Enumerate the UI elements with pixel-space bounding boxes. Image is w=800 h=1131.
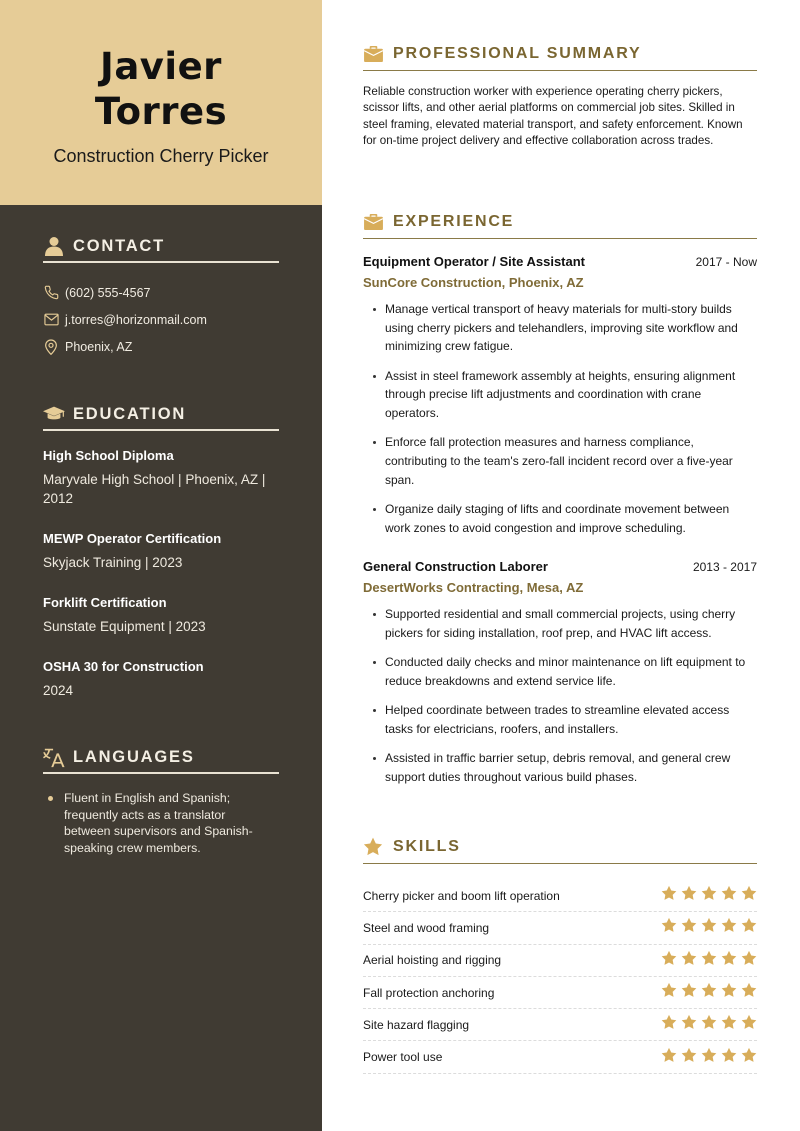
skill-rating: [661, 1047, 757, 1068]
languages-list: [43, 790, 279, 856]
star-icon: [681, 950, 697, 971]
star-icon: [701, 1014, 717, 1035]
star-icon: [721, 917, 737, 938]
email-value: j.torres@horizonmail.com: [65, 312, 207, 327]
skill-name: Site hazard flagging: [363, 1017, 470, 1032]
job-bullet: Manage vertical transport of heavy materials for multi-story builds using cherry pickers and telehandlers, improving site workflow and minimizing crew fatigue.: [363, 300, 757, 356]
skills-list: [363, 880, 757, 1074]
star-icon: [741, 885, 757, 906]
education-item: [43, 594, 279, 636]
location-pin-icon: [43, 339, 59, 355]
degree: Forklift Certification: [43, 595, 167, 610]
experience-heading: EXPERIENCE: [363, 205, 757, 239]
star-icon: [741, 1047, 757, 1068]
contact-heading: CONTACT: [43, 233, 279, 263]
briefcase-icon: [363, 212, 383, 232]
star-icon: [721, 1014, 737, 1035]
star-icon: [681, 1047, 697, 1068]
star-icon: [681, 1014, 697, 1035]
job-company: DesertWorks Contracting, Mesa, AZ: [363, 580, 584, 596]
skills-section: [363, 830, 757, 1074]
person-icon: [43, 235, 65, 257]
summary-text: Reliable construction worker with experience operating cherry pickers, scissor lifts, and other aerial platforms on commercial job sites. Skilled in steel framing, elevated material transport, and safety enforcement. Known for on-time project delivery and effective collaboration across trades.: [363, 85, 743, 147]
skill-rating: [661, 982, 757, 1003]
contact-section: [43, 233, 279, 360]
star-icon: [363, 837, 383, 857]
candidate-name: [0, 0, 322, 134]
job-bullet: Assisted in traffic barrier setup, debris removal, and general crew support duties throughout various build phases.: [363, 749, 757, 786]
job-bullets: [363, 300, 757, 537]
job-bullet: Conducted daily checks and minor maintenance on lift equipment to reduce breakdowns and extend service life.: [363, 653, 757, 690]
skill-name: Aerial hoisting and rigging: [363, 953, 502, 968]
star-icon: [661, 950, 677, 971]
degree: High School Diploma: [43, 448, 174, 463]
institution: Sunstate Equipment | 2023: [43, 619, 206, 634]
degree: MEWP Operator Certification: [43, 531, 222, 546]
star-icon: [741, 1014, 757, 1035]
location-value: Phoenix, AZ: [65, 339, 133, 354]
star-icon: [681, 982, 697, 1003]
degree: OSHA 30 for Construction: [43, 659, 204, 674]
job-entry: [363, 254, 757, 537]
star-icon: [701, 950, 717, 971]
skill-row: [363, 880, 757, 912]
star-icon: [721, 950, 737, 971]
skill-rating: [661, 950, 757, 971]
skill-name: Fall protection anchoring: [363, 985, 495, 1000]
star-icon: [661, 1014, 677, 1035]
star-icon: [741, 982, 757, 1003]
education-item: [43, 530, 279, 572]
skill-row: [363, 945, 757, 977]
job-bullet: Organize daily staging of lifts and coordinate movement between work zones to avoid congestion and improve scheduling.: [363, 500, 757, 537]
star-icon: [741, 950, 757, 971]
experience-section: [363, 205, 757, 786]
star-icon: [721, 1047, 737, 1068]
job-dates: 2013 - 2017: [692, 560, 757, 575]
star-icon: [701, 885, 717, 906]
skill-rating: [661, 885, 757, 906]
skill-row: [363, 1009, 757, 1041]
star-icon: [721, 982, 737, 1003]
summary-heading: PROFESSIONAL SUMMARY: [363, 37, 757, 71]
education-item: [43, 658, 279, 700]
mail-icon: [43, 312, 59, 328]
education-section: [43, 401, 279, 700]
star-icon: [701, 982, 717, 1003]
phone-value: (602) 555-4567: [65, 285, 151, 300]
star-icon: [661, 917, 677, 938]
skill-row: [363, 977, 757, 1009]
briefcase-icon: [363, 44, 383, 64]
institution: Skyjack Training | 2023: [43, 555, 183, 570]
job-bullet: Supported residential and small commercial projects, using cherry pickers for siding installation, roof prep, and HVAC lift access.: [363, 605, 757, 642]
graduation-cap-icon: [43, 403, 65, 425]
skill-name: Power tool use: [363, 1050, 443, 1065]
star-icon: [701, 1047, 717, 1068]
job-entry: [363, 559, 757, 786]
contact-list: [43, 279, 279, 360]
skill-rating: [661, 1014, 757, 1035]
star-icon: [721, 885, 737, 906]
star-icon: [681, 885, 697, 906]
name-header: [0, 0, 322, 205]
skill-name: Cherry picker and boom lift operation: [363, 888, 560, 903]
star-icon: [741, 917, 757, 938]
skills-heading: SKILLS: [363, 830, 757, 864]
contact-location: [43, 333, 279, 360]
job-company: SunCore Construction, Phoenix, AZ: [363, 275, 584, 290]
job-bullet: Assist in steel framework assembly at heights, ensuring alignment through precise lift adjustments and coordination with crane operators.: [363, 367, 757, 423]
translate-icon: [43, 746, 65, 768]
star-icon: [681, 917, 697, 938]
job-title: Construction Cherry Picker: [53, 146, 269, 166]
job-role: General Construction Laborer: [363, 559, 548, 575]
education-heading: EDUCATION: [43, 401, 279, 431]
contact-phone[interactable]: [43, 279, 279, 306]
bullet-dot: [48, 796, 53, 801]
star-icon: [661, 982, 677, 1003]
first-name: Javier: [100, 45, 222, 88]
last-name: Torres: [94, 90, 228, 133]
phone-icon: [43, 285, 59, 301]
job-bullet: Enforce fall protection measures and harness compliance, contributing to the team's zero-fall incident record over a five-year span.: [363, 433, 757, 489]
job-bullet: Helped coordinate between trades to streamline elevated access tasks for electricians, roofers, and installers.: [363, 701, 757, 738]
summary-section: [363, 37, 757, 149]
star-icon: [661, 1047, 677, 1068]
skill-rating: [661, 917, 757, 938]
star-icon: [661, 885, 677, 906]
job-role: Equipment Operator / Site Assistant: [363, 254, 586, 269]
job-dates: 2017 - Now: [695, 255, 757, 269]
education-list: [43, 447, 279, 700]
skill-name: Steel and wood framing: [363, 920, 490, 935]
institution: 2024: [43, 683, 74, 698]
contact-email[interactable]: [43, 306, 279, 333]
skill-row: [363, 912, 757, 944]
education-item: [43, 447, 279, 508]
languages-heading: LANGUAGES: [43, 744, 279, 774]
skill-row: [363, 1041, 757, 1073]
languages-section: [43, 744, 279, 856]
job-bullets: [363, 605, 757, 786]
language-item: Fluent in English and Spanish; frequently acts as a translator between supervisors and Spanish-speaking crew members.: [43, 790, 279, 856]
institution: Maryvale High School | Phoenix, AZ | 2012: [43, 472, 266, 506]
star-icon: [701, 917, 717, 938]
